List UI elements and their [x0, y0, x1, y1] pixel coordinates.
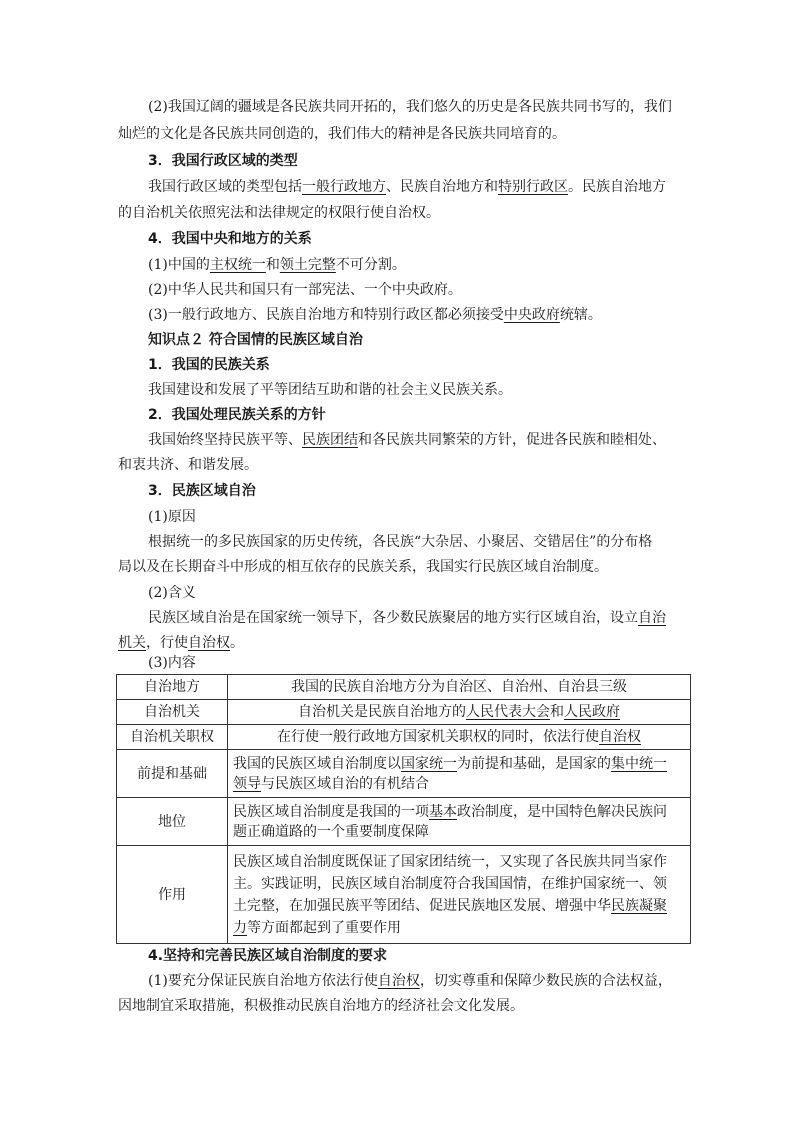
paragraph-line: 局以及在长期奋斗中形成的相互依存的民族关系，我国实行民族区域自治制度。	[118, 559, 608, 575]
sub-heading: (3)内容	[148, 655, 196, 671]
section-heading: 4.坚持和完善民族区域自治制度的要求	[148, 948, 388, 964]
sub-heading: (2)含义	[148, 585, 196, 601]
paragraph-line: 的自治机关依照宪法和法律规定的权限行使自治权。	[118, 205, 440, 221]
paragraph-line: (1)要充分保证民族自治地方依法行使自治权，切实尊重和保障少数民族的合法权益，	[148, 973, 672, 989]
paragraph-line: 民族区域自治是在国家统一领导下，各少数民族聚居的地方实行区域自治，设立自治	[148, 610, 666, 626]
paragraph-line: 和衷共济、和谐发展。	[118, 457, 258, 473]
table-row	[117, 798, 691, 846]
paragraph-line: (2)我国辽阔的疆域是各民族共同开拓的，我们悠久的历史是各民族共同书写的，我们	[148, 99, 672, 115]
table-cell-key: 作用	[117, 846, 228, 944]
section-heading: 4．我国中央和地方的关系	[148, 231, 312, 247]
section-heading: 2．我国处理民族关系的方针	[148, 407, 326, 423]
list-item: (1)中国的主权统一和领土完整不可分割。	[148, 257, 406, 273]
paragraph-line: 我国建设和发展了平等团结互助和谐的社会主义民族关系。	[148, 382, 512, 398]
table-cell-key: 自治机关职权	[117, 725, 228, 750]
table-row	[117, 750, 691, 798]
table-row	[117, 846, 691, 944]
knowledge-point-heading: 知识点２ 符合国情的民族区域自治	[148, 332, 363, 348]
table-cell-value: 民族区域自治制度是我国的一项基本政治制度，是中国特色解决民族问 题正确道路的一个重要制度保障	[228, 798, 691, 846]
section-heading: 1．我国的民族关系	[148, 357, 270, 373]
paragraph-line: 我国行政区域的类型包括一般行政地方、民族自治地方和特别行政区。民族自治地方	[148, 179, 666, 195]
paragraph-line: 机关，行使自治权。	[118, 635, 244, 651]
section-heading: 3．民族区域自治	[148, 483, 256, 499]
list-item: (2)中华人民共和国只有一部宪法、一个中央政府。	[148, 282, 462, 298]
table-cell-value: 民族区域自治制度既保证了国家团结统一，又实现了各民族共同当家作 主。实践证明，民族区域自治制度符合我国国情，在维护国家统一、领 土完整，在加强民族平等团结、促进民族地区发展、增强中华民族凝聚 力等方面都起到了重要作用	[228, 846, 691, 944]
paragraph-line: 因地制宜采取措施，积极推动民族自治地方的经济社会文化发展。	[118, 998, 524, 1014]
sub-heading: (1)原因	[148, 509, 196, 525]
list-item: (3)一般行政地方、民族自治地方和特别行政区都必须接受中央政府统辖。	[148, 307, 602, 323]
table-row	[117, 700, 691, 725]
content-table	[116, 674, 691, 944]
table-cell-key: 地位	[117, 798, 228, 846]
paragraph-line: 我国始终坚持民族平等、民族团结和各民族共同繁荣的方针，促进各民族和睦相处、	[148, 432, 666, 448]
table-cell-key: 自治地方	[117, 675, 228, 700]
paragraph-line: 灿烂的文化是各民族共同创造的，我们伟大的精神是各民族共同培育的。	[118, 126, 566, 142]
table-cell-value: 我国的民族自治地方分为自治区、自治州、自治县三级	[228, 675, 691, 700]
table-cell-key: 前提和基础	[117, 750, 228, 798]
table-cell-value: 自治机关是民族自治地方的人民代表大会和人民政府	[228, 700, 691, 725]
table-cell-key: 自治机关	[117, 700, 228, 725]
table-cell-value: 在行使一般行政地方国家机关职权的同时，依法行使自治权	[228, 725, 691, 750]
table-row	[117, 675, 691, 700]
paragraph-line: 根据统一的多民族国家的历史传统，各民族“大杂居、小聚居、交错居住”的分布格	[148, 534, 653, 550]
table-row	[117, 725, 691, 750]
section-heading: 3．我国行政区域的类型	[148, 153, 298, 169]
table-cell-value: 我国的民族区域自治制度以国家统一为前提和基础，是国家的集中统一 领导与民族区域自治的有机结合	[228, 750, 691, 798]
